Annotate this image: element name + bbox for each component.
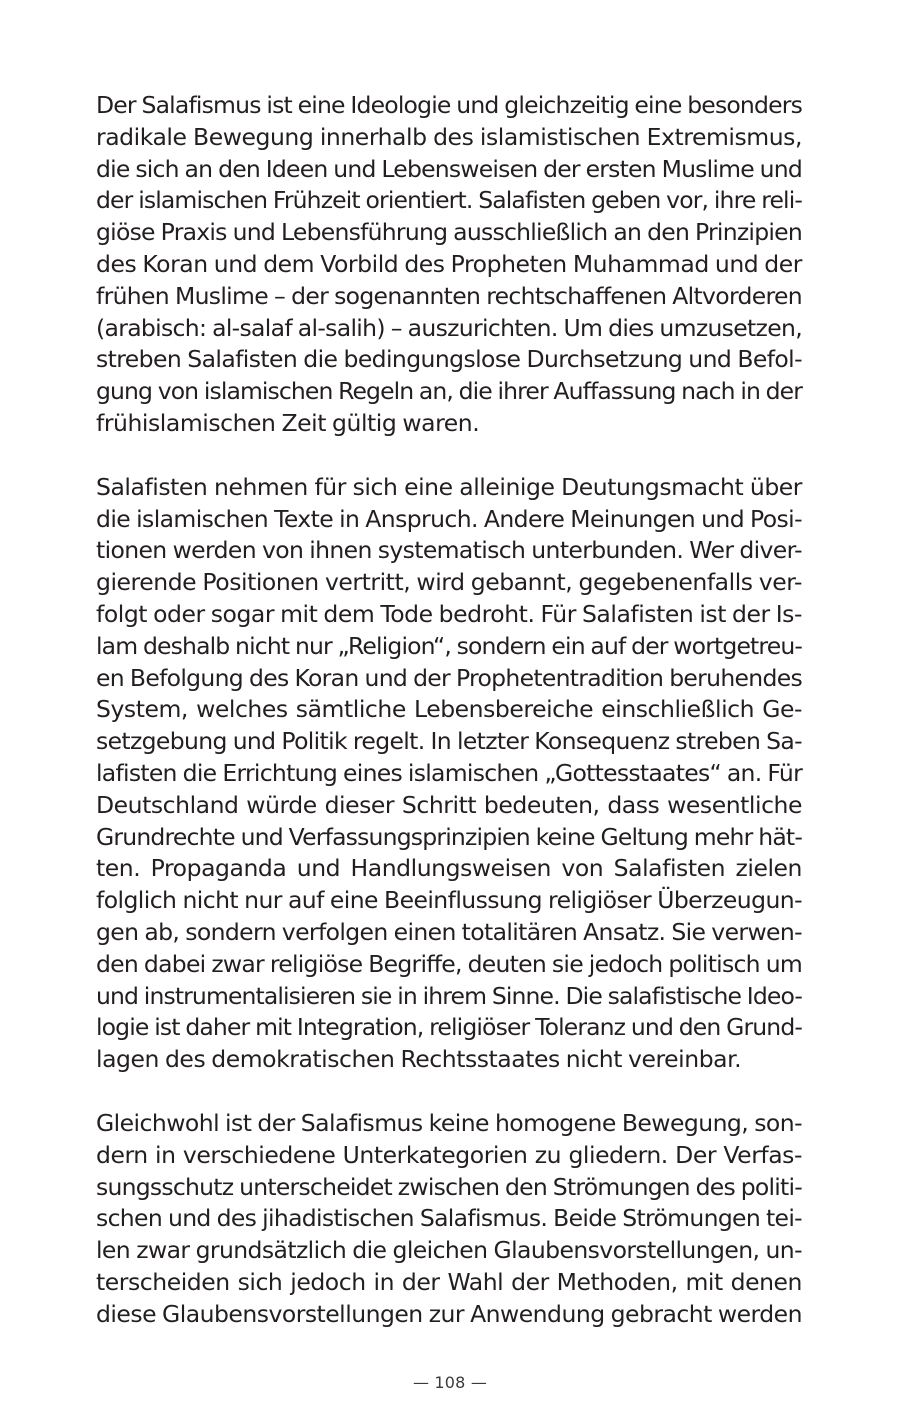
paragraph-1	[96, 90, 802, 440]
text-line: tionen werden von ihnen systematisch unterbunden. Wer diver-	[96, 536, 802, 565]
text-line: Gleichwohl ist der Salafismus keine homogene Bewegung, son-	[96, 1108, 802, 1137]
text-line: lafisten die Errichtung eines islamischen „Gottesstaates“ an. Für	[96, 758, 802, 787]
text-line: den dabei zwar religiöse Begriffe, deuten sie jedoch politisch um	[96, 949, 802, 978]
text-line: logie ist daher mit Integration, religiöser Toleranz und den Grund-	[96, 1013, 802, 1042]
text-line: len zwar grundsätzlich die gleichen Glaubensvorstellungen, un-	[96, 1236, 802, 1265]
document-body	[96, 90, 802, 1330]
text-line: frühen Muslime – der sogenannten rechtschaffenen Altvorderen	[96, 281, 802, 310]
text-line: ten. Propaganda und Handlungsweisen von Salafisten zielen	[96, 854, 802, 883]
text-line: en Befolgung des Koran und der Prophetentradition beruhendes	[96, 663, 802, 692]
text-line: streben Salafisten die bedingungslose Durchsetzung und Befol-	[96, 345, 802, 374]
text-line: gung von islamischen Regeln an, die ihrer Auffassung nach in der	[96, 377, 802, 406]
text-line: folgt oder sogar mit dem Tode bedroht. Für Salafisten ist der Is-	[96, 599, 802, 628]
text-line: System, welches sämtliche Lebensbereiche einschließlich Ge-	[96, 695, 802, 724]
text-line: giöse Praxis und Lebensführung ausschließlich an den Prinzipien	[96, 218, 802, 247]
text-line: setzgebung und Politik regelt. In letzter Konsequenz streben Sa-	[96, 727, 802, 756]
text-line: dern in verschiedene Unterkategorien zu gliedern. Der Verfas-	[96, 1140, 802, 1169]
paragraph-gap	[96, 1076, 802, 1108]
text-line: lam deshalb nicht nur „Religion“, sondern ein auf der wortgetreu-	[96, 631, 802, 660]
text-line: sungsschutz unterscheidet zwischen den Strömungen des politi-	[96, 1172, 802, 1201]
text-line: terscheiden sich jedoch in der Wahl der Methoden, mit denen	[96, 1267, 802, 1296]
text-line: die islamischen Texte in Anspruch. Andere Meinungen und Posi-	[96, 504, 802, 533]
text-line: Salafisten nehmen für sich eine alleinige Deutungsmacht über	[96, 472, 802, 501]
paragraph-3	[96, 1108, 802, 1331]
text-line: Grundrechte und Verfassungsprinzipien keine Geltung mehr hät-	[96, 822, 802, 851]
text-line: diese Glaubensvorstellungen zur Anwendung gebracht werden	[96, 1299, 802, 1328]
text-line: des Koran und dem Vorbild des Propheten Muhammad und der	[96, 249, 802, 278]
page-number: — 108 —	[412, 1373, 488, 1392]
text-line: und instrumentalisieren sie in ihrem Sinne. Die salafistische Ideo-	[96, 981, 802, 1010]
paragraph-gap	[96, 440, 802, 472]
paragraph-2	[96, 472, 802, 1076]
text-line: (arabisch: al-salaf al-salih) – auszurichten. Um dies umzusetzen,	[96, 313, 802, 342]
text-line: gen ab, sondern verfolgen einen totalitären Ansatz. Sie verwen-	[96, 917, 802, 946]
text-line: der islamischen Frühzeit orientiert. Salafisten geben vor, ihre reli-	[96, 186, 802, 215]
text-line: folglich nicht nur auf eine Beeinflussung religiöser Überzeugun-	[96, 886, 802, 915]
text-line: lagen des demokratischen Rechtsstaates nicht vereinbar.	[96, 1045, 742, 1074]
text-line: die sich an den Ideen und Lebensweisen der ersten Muslime und	[96, 154, 802, 183]
text-line: Deutschland würde dieser Schritt bedeuten, dass wesentliche	[96, 790, 802, 819]
text-line: Der Salafismus ist eine Ideologie und gleichzeitig eine besonders	[96, 91, 802, 119]
text-line: frühislamischen Zeit gültig waren.	[96, 408, 480, 437]
text-line: schen und des jihadistischen Salafismus. Beide Strömungen tei-	[96, 1204, 802, 1233]
text-line: gierende Positionen vertritt, wird gebannt, gegebenenfalls ver-	[96, 568, 802, 597]
text-line: radikale Bewegung innerhalb des islamistischen Extremismus,	[96, 122, 802, 151]
